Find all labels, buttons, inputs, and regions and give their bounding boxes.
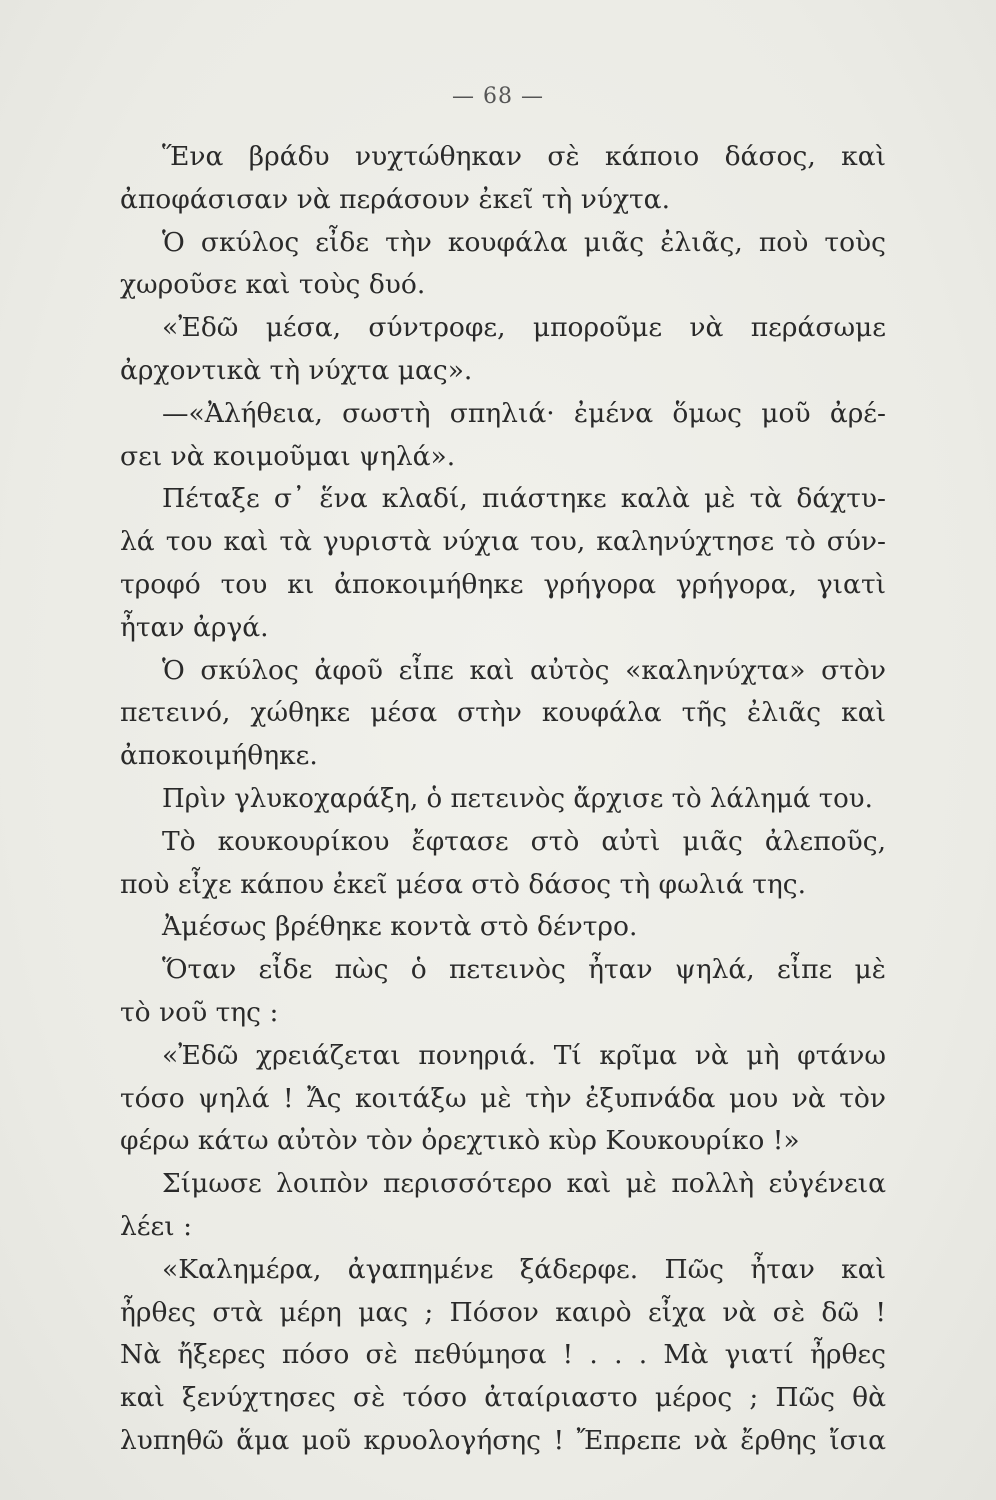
text-line: Ὁ σκύλος εἶδε τὴν κουφάλα μιᾶς ἐλιᾶς, ποὺ τοὺς (162, 226, 886, 258)
text-line: Τὸ κουκουρίκου ἔφτασε στὸ αὐτὶ μιᾶς ἀλεποῦς, (162, 825, 886, 857)
text-line: χωροῦσε καὶ τοὺς δυό. (120, 269, 426, 301)
text-line: Σίμωσε λοιπὸν περισσότερο καὶ μὲ πολλὴ εὐγένεια (162, 1168, 886, 1200)
text-line: «Ἐδῶ χρειάζεται πονηριά. Τί κρῖμα νὰ μὴ φτάνω (162, 1039, 886, 1071)
text-line: τόσο ψηλά ! Ἄς κοιτάξω μὲ τὴν ἐξυπνάδα μου νὰ τὸν (120, 1082, 886, 1114)
text-line: Ὅταν εἶδε πὼς ὁ πετεινὸς ἦταν ψηλά, εἶπε μὲ (162, 954, 886, 986)
text-line: πετεινό, χώθηκε μέσα στὴν κουφάλα τῆς ἐλιᾶς καὶ (120, 697, 886, 729)
text-line: ἦταν ἀργά. (120, 611, 269, 643)
text-line: «Καλημέρα, ἀγαπημένε ξάδερφε. Πῶς ἦταν καὶ (162, 1253, 886, 1285)
text-line: Ὁ σκύλος ἀφοῦ εἶπε καὶ αὐτὸς «καληνύχτα» στὸν (162, 654, 886, 686)
text-line: ἀποφάσισαν νὰ περάσουν ἐκεῖ τὴ νύχτα. (120, 183, 670, 215)
text-line: Νὰ ἤξερες πόσο σὲ πεθύμησα ! . . . Μὰ γιατί ἦρθες (120, 1339, 886, 1371)
text-line: «Ἐδῶ μέσα, σύντροφε, μποροῦμε νὰ περάσωμε (162, 312, 886, 344)
text-line: ποὺ εἶχε κάπου ἐκεῖ μέσα στὸ δάσος τὴ φωλιά της. (120, 868, 806, 900)
body-text (120, 136, 886, 1463)
text-line: —«Ἀλήθεια, σωστὴ σπηλιά· ἐμένα ὅμως μοῦ ἀρέ- (162, 397, 886, 429)
text-line: ἀποκοιμήθηκε. (120, 740, 318, 772)
text-line: ἀρχοντικὰ τὴ νύχτα μας». (120, 354, 473, 386)
text-line: φέρω κάτω αὐτὸν τὸν ὀρεχτικὸ κὺρ Κουκουρίκο !» (120, 1125, 800, 1157)
text-line: λέει : (120, 1210, 192, 1242)
text-line: σει νὰ κοιμοῦμαι ψηλά». (120, 440, 456, 472)
text-line: Πρὶν γλυκοχαράξη, ὁ πετεινὸς ἄρχισε τὸ λάλημά του. (162, 783, 873, 814)
text-line: τὸ νοῦ της : (120, 996, 279, 1028)
text-line: ἦρθες στὰ μέρη μας ; Πόσον καιρὸ εἶχα νὰ σὲ δῶ ! (120, 1296, 886, 1328)
text-line: καὶ ξενύχτησες σὲ τόσο ἀταίριαστο μέρος ; Πῶς θὰ (120, 1382, 886, 1414)
text-line: Πέταξε σ᾽ ἕνα κλαδί, πιάστηκε καλὰ μὲ τὰ δάχτυ- (162, 483, 886, 515)
text-line: λυπηθῶ ἅμα μοῦ κρυολογήσης ! Ἔπρεπε νὰ ἔρθης ἴσια (120, 1424, 886, 1456)
text-line: Ἀμέσως βρέθηκε κοντὰ στὸ δέντρο. (162, 911, 638, 943)
text-line: τροφό του κι ἀποκοιμήθηκε γρήγορα γρήγορα, γιατὶ (120, 568, 886, 600)
text-line: Ἕνα βράδυ νυχτώθηκαν σὲ κάποιο δάσος, καὶ (162, 141, 886, 172)
text-line: λά του καὶ τὰ γυριστὰ νύχια του, καληνύχτησε τὸ σύν- (120, 526, 886, 558)
page-number: — 68 — (452, 84, 544, 109)
